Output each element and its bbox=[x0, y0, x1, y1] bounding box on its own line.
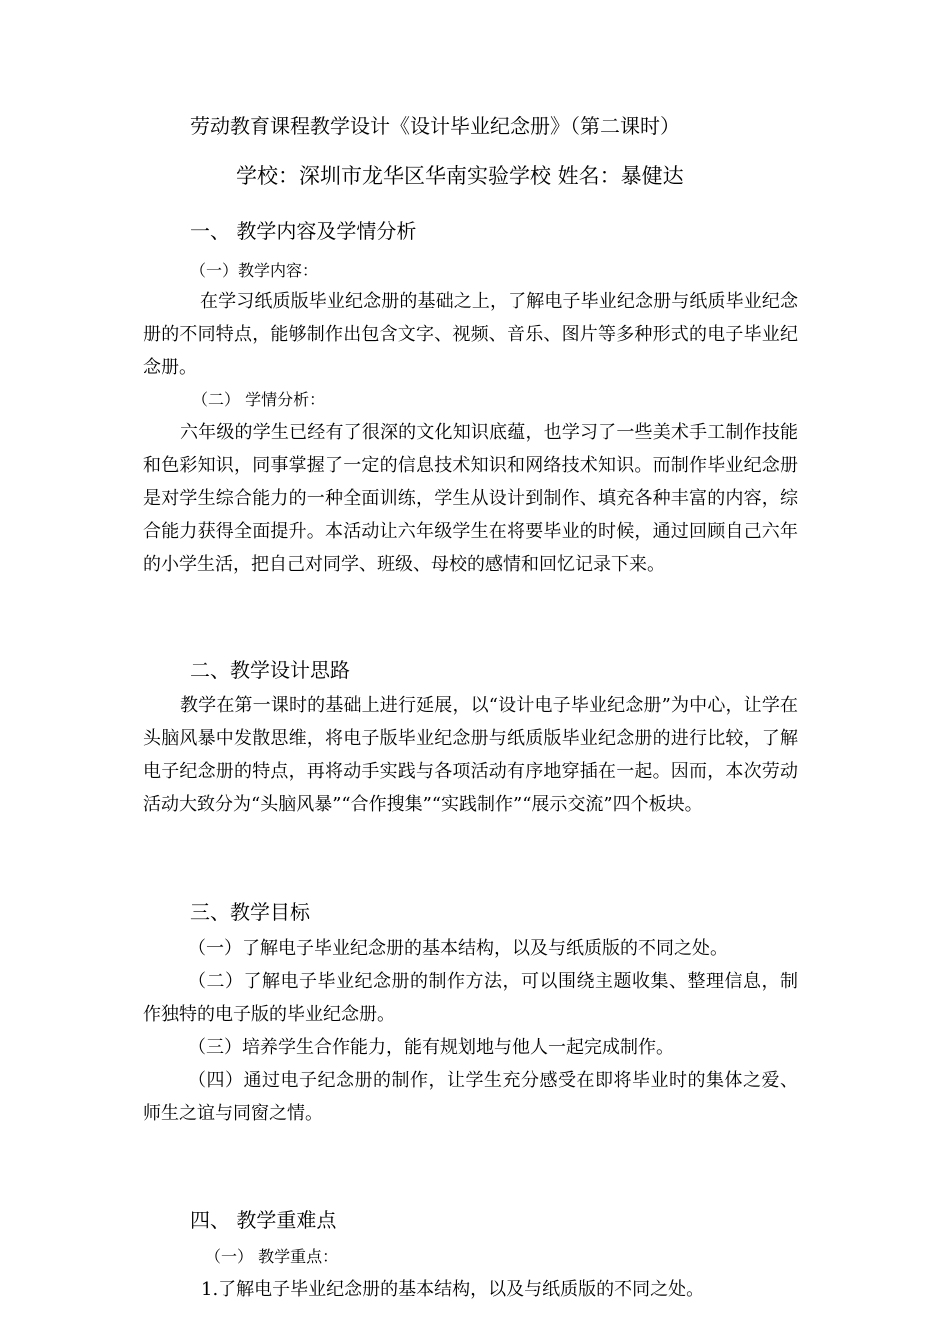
goal-4: （四）通过电子纪念册的制作，让学生充分感受在即将毕业时的集体之爱、师生之谊与同窗之情。 bbox=[143, 1070, 798, 1124]
author-line: 学校：深圳市龙华区华南实验学校 姓名：暴健达 bbox=[236, 164, 684, 188]
goal-2: （二）了解电子毕业纪念册的制作方法，可以围绕主题收集、整理信息，制作独特的电子版的毕业纪念册。 bbox=[143, 971, 798, 1025]
goal-3: （三）培养学生合作能力，能有规划地与他人一起完成制作。 bbox=[188, 1037, 674, 1058]
document-title: 劳动教育课程教学设计《设计毕业纪念册》（第二课时） bbox=[190, 114, 680, 138]
section-1-sub-1: （一）教学内容： bbox=[190, 261, 319, 280]
section-1-paragraph-2: 六年级的学生已经有了很深的文化知识底蕴，也学习了一些美术手工制作技能和色彩知识，同事掌握了一定的信息技术知识和网络技术知识。而制作毕业纪念册是对学生综合能力的一种全面训练，学生从设计到制作、填充各种丰富的内容，综合能力获得全面提升。本活动让六年级学生在将要毕业的时候，通过回顾自己六年的小学生活，把自己对同学、班级、母校的感情和回忆记录下来。 bbox=[143, 422, 798, 575]
section-4-sub-1: （一） 教学重点： bbox=[205, 1247, 339, 1266]
section-2-paragraph: 教学在第一课时的基础上进行延展，以“设计电子毕业纪念册”为中心，让学在头脑风暴中发散思维，将电子版毕业纪念册与纸质版毕业纪念册的进行比较，了解电子纪念册的特点，再将动手实践与各项活动有序地穿插在一起。因而，本次劳动活动大致分为“头脑风暴”“合作搜集”“实践制作”“展示交流”四个板块。 bbox=[143, 695, 798, 815]
section-3-heading: 三、教学目标 bbox=[190, 900, 310, 924]
section-1-sub-2: （二） 学情分析： bbox=[192, 390, 326, 409]
key-point-1: 1.了解电子毕业纪念册的基本结构，以及与纸质版的不同之处。 bbox=[201, 1279, 705, 1300]
goal-1: （一）了解电子毕业纪念册的基本结构，以及与纸质版的不同之处。 bbox=[188, 938, 728, 959]
section-1-heading: 一、 教学内容及学情分析 bbox=[190, 219, 417, 243]
section-4-heading: 四、 教学重难点 bbox=[190, 1208, 337, 1232]
section-2-heading: 二、教学设计思路 bbox=[190, 658, 350, 682]
section-1-paragraph-1: 在学习纸质版毕业纪念册的基础之上，了解电子毕业纪念册与纸质毕业纪念册的不同特点，能够制作出包含文字、视频、音乐、图片等多种形式的电子毕业纪念册。 bbox=[143, 291, 798, 378]
